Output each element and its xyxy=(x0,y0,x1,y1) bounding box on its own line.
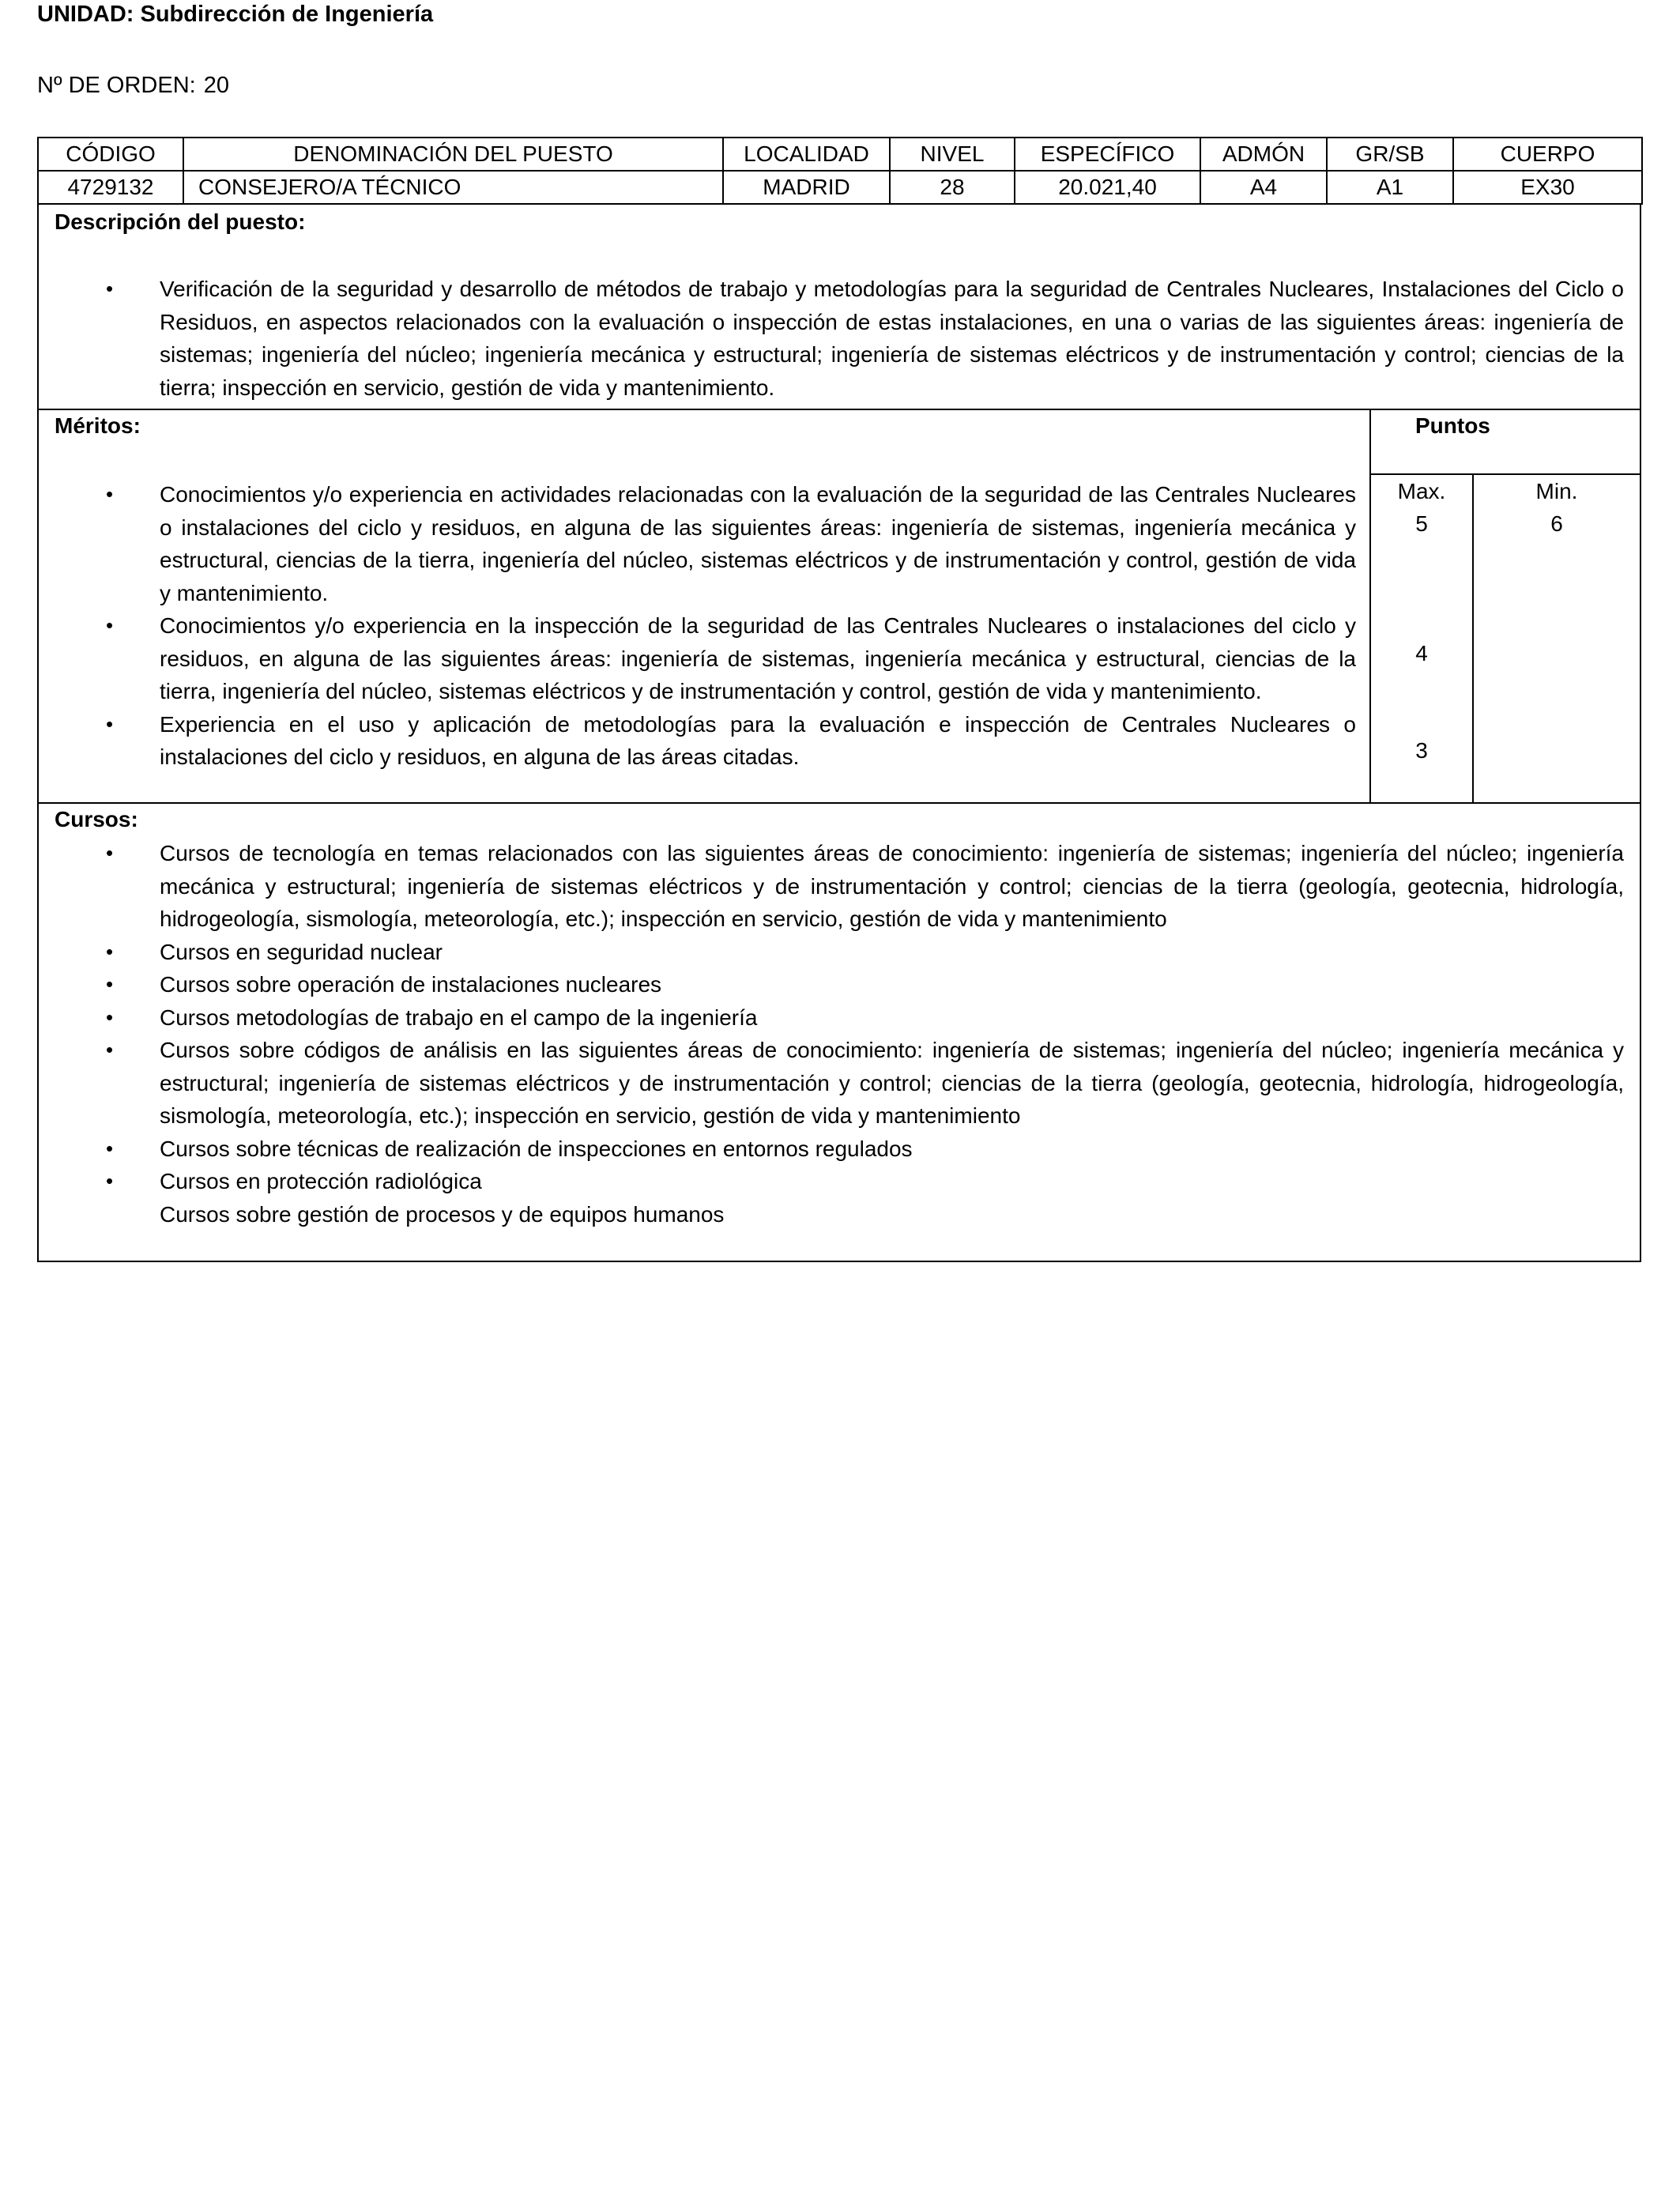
course-item xyxy=(39,1001,1640,1035)
points-title: Puntos xyxy=(1415,413,1490,438)
order-number-line xyxy=(37,73,229,99)
job-summary-table xyxy=(37,137,1643,205)
course-item-text: Cursos sobre operación de instalaciones nucleares xyxy=(160,972,662,997)
course-item-text: Cursos en protección radiológica xyxy=(160,1169,482,1193)
cell-localidad: MADRID xyxy=(723,171,890,204)
description-title: Descripción del puesto: xyxy=(55,209,306,234)
order-label: Nº DE ORDEN: xyxy=(37,73,196,98)
order-value: 20 xyxy=(203,73,229,98)
description-item xyxy=(39,273,1640,404)
bullet-icon: • xyxy=(106,1005,114,1029)
table-row xyxy=(38,171,1642,204)
description-item-text: Verificación de la seguridad y desarrollo de métodos de trabajo y metodologías para la seguridad de Centrales Nucleares, Instalaciones del Ciclo o Residuos, en aspectos relacionados con la evaluación o inspección de estas instalaciones, en una o varias de las siguientes áreas: ingeniería de sistemas; ingeniería del núcleo; ingeniería mecánica y estructural; ingeniería de sistemas eléctricos y de instrumentación y control; ciencias de la tierra; inspección en servicio, gestión de vida y mantenimiento. xyxy=(160,277,1624,400)
bullet-icon: • xyxy=(106,841,114,865)
table-header-row xyxy=(38,138,1642,171)
cell-admon: A4 xyxy=(1200,171,1327,204)
course-item xyxy=(39,968,1640,1001)
courses-list xyxy=(39,837,1640,1231)
merit-item-text: Conocimientos y/o experiencia en actividades relacionadas con la evaluación de la seguridad de las Centrales Nucleares o instalaciones del ciclo y residuos, en alguna de las siguientes áreas: ingeniería de sistemas, ingeniería mecánica y estructural, ciencias de la tierra, ingeniería del núcleo, sistemas eléctricos y de instrumentación y control, gestión de vida y mantenimiento. xyxy=(160,482,1356,605)
merit-item xyxy=(39,609,1369,708)
bullet-icon: • xyxy=(106,711,114,736)
column-header-localidad: LOCALIDAD xyxy=(723,138,890,171)
course-item-text: Cursos sobre códigos de análisis en las siguientes áreas de conocimiento: ingeniería de sistemas; ingeniería del núcleo; ingeniería mecánica y estructural; ingeniería de sistemas eléctricos y de instrumentación y control; ciencias de la tierra (geología, geotecnia, hidrología, hidrogeología, sismología, meteorología, etc.); inspección en servicio, gestión de vida y mantenimiento xyxy=(160,1038,1624,1128)
min-label: Min. xyxy=(1535,479,1578,503)
merit-3-points: 3 xyxy=(1415,738,1428,763)
bullet-icon: • xyxy=(106,613,114,637)
bullet-icon: • xyxy=(106,1136,114,1160)
courses-title: Cursos: xyxy=(55,807,138,831)
course-item xyxy=(39,837,1640,936)
course-item-text: Cursos metodologías de trabajo en el campo de la ingeniería xyxy=(160,1005,758,1030)
merit-2-points: 4 xyxy=(1415,641,1428,665)
column-header-admon: ADMÓN xyxy=(1200,138,1327,171)
unit-title: UNIDAD: Subdirección de Ingeniería xyxy=(37,2,434,27)
bullet-icon: • xyxy=(106,482,114,506)
course-item xyxy=(39,1165,1640,1198)
column-header-nivel: NIVEL xyxy=(890,138,1015,171)
merits-list xyxy=(39,478,1369,774)
max-label: Max. xyxy=(1397,479,1446,503)
merit-item-text: Conocimientos y/o experiencia en la inspección de la seguridad de las Centrales Nucleares o instalaciones del ciclo y residuos, en alguna de las siguientes áreas: ingeniería de sistemas, ingeniería mecánica y estructural, ciencias de la tierra, ingeniería del núcleo, sistemas eléctricos y de instrumentación y control, gestión de vida y mantenimiento. xyxy=(160,613,1356,703)
column-header-codigo: CÓDIGO xyxy=(38,138,183,171)
cell-cuerpo: EX30 xyxy=(1453,171,1642,204)
merit-item-text: Experiencia en el uso y aplicación de metodologías para la evaluación e inspección de Centrales Nucleares o instalaciones del ciclo y residuos, en alguna de las áreas citadas. xyxy=(160,711,1356,769)
column-header-cuerpo: CUERPO xyxy=(1453,138,1642,171)
cell-grsb: A1 xyxy=(1327,171,1453,204)
cell-denominacion: CONSEJERO/A TÉCNICO xyxy=(183,171,723,204)
course-item-text: Cursos de tecnología en temas relacionados con las siguientes áreas de conocimiento: ingeniería de sistemas; ingeniería del núcleo; ingeniería mecánica y estructural; ingeniería de sistemas eléctricos y de instrumentación y control; ciencias de la tierra (geología, geotecnia, hidrología, hidrogeología, sismología, meteorología, etc.); inspección en servicio, gestión de vida y mantenimiento xyxy=(160,841,1624,931)
course-trailing-line xyxy=(39,1198,1640,1231)
cell-especifico: 20.021,40 xyxy=(1015,171,1200,204)
cell-codigo: 4729132 xyxy=(38,171,183,204)
column-header-grsb: GR/SB xyxy=(1327,138,1453,171)
min-total-value: 6 xyxy=(1550,511,1563,536)
points-area xyxy=(1371,409,1640,802)
column-header-especifico: ESPECÍFICO xyxy=(1015,138,1200,171)
bullet-icon: • xyxy=(106,1038,114,1061)
column-header-denominacion: DENOMINACIÓN DEL PUESTO xyxy=(183,138,723,171)
merit-item xyxy=(39,478,1369,609)
cell-nivel: 28 xyxy=(890,171,1015,204)
points-min-column xyxy=(1474,475,1640,802)
bullet-icon: • xyxy=(106,972,114,996)
merits-title: Méritos: xyxy=(55,413,141,438)
merit-item xyxy=(39,708,1369,774)
course-item-text: Cursos en seguridad nuclear xyxy=(160,939,443,964)
points-header xyxy=(1371,409,1640,475)
bullet-icon: • xyxy=(106,277,114,300)
description-section xyxy=(37,203,1641,410)
course-trailing-text: Cursos sobre gestión de procesos y de equipos humanos xyxy=(160,1201,725,1227)
max-total-value: 5 xyxy=(1415,511,1428,536)
bullet-icon: • xyxy=(106,1169,114,1193)
course-item-text: Cursos sobre técnicas de realización de inspecciones en entornos regulados xyxy=(160,1136,913,1161)
bullet-icon: • xyxy=(106,939,114,963)
courses-section xyxy=(37,802,1641,1262)
points-max-column xyxy=(1371,475,1474,802)
course-item xyxy=(39,1034,1640,1133)
merits-section xyxy=(37,409,1641,804)
course-item xyxy=(39,1133,1640,1166)
course-item xyxy=(39,936,1640,969)
merits-list-area xyxy=(39,409,1371,802)
